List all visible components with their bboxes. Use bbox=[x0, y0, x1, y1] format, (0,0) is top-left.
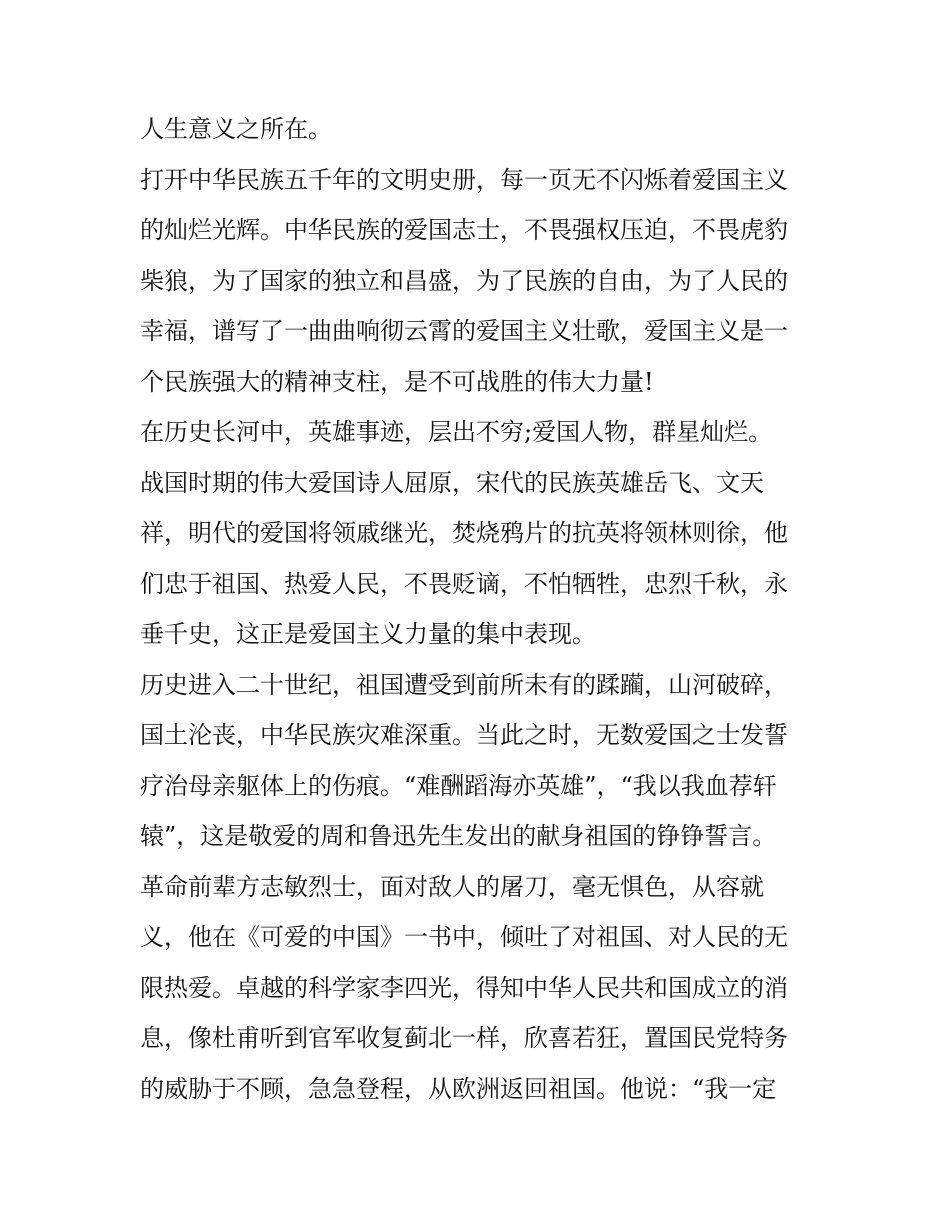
text-line-7: 在历史长河中，英雄事迹，层出不穷;爱国人物，群星灿烂。 bbox=[140, 418, 773, 446]
text-line-1: 人生意义之所在。 bbox=[140, 115, 332, 143]
text-line-5: 幸福，谱写了一曲曲响彻云霄的爱国主义壮歌，爱国主义是一 bbox=[140, 317, 788, 345]
text-line-15: 辕”，这是敬爱的周和鲁迅先生发出的献身祖国的铮铮誓言。 bbox=[140, 822, 777, 850]
body-text bbox=[140, 104, 812, 1114]
text-line-9: 祥，明代的爱国将领戚继光，焚烧鸦片的抗英将领林则徐，他 bbox=[140, 519, 788, 547]
text-line-12: 历史进入二十世纪，祖国遭受到前所未有的蹂躏，山河破碎， bbox=[140, 670, 788, 699]
text-line-11: 垂千史，这正是爱国主义力量的集中表现。 bbox=[140, 620, 596, 648]
text-line-20: 的威胁于不顾，急急登程，从欧洲返回祖国。他说：“我一定 bbox=[140, 1074, 777, 1103]
text-line-3: 的灿烂光辉。中华民族的爱国志士，不畏强权压迫，不畏虎豹 bbox=[140, 216, 788, 244]
text-line-14: 疗治母亲躯体上的伤痕。“难酬蹈海亦英雄”，“我以我血荐轩 bbox=[140, 771, 777, 800]
text-line-17: 义，他在《可爱的中国》一书中，倾吐了对祖国、对人民的无 bbox=[140, 923, 788, 951]
text-line-10: 们忠于祖国、热爱人民，不畏贬谪，不怕牺牲，忠烈千秋，永 bbox=[140, 569, 788, 598]
text-line-18: 限热爱。卓越的科学家李四光，得知中华人民共和国成立的消 bbox=[140, 973, 788, 1002]
text-line-13: 国土沦丧，中华民族灾难深重。当此之时，无数爱国之士发誓 bbox=[140, 721, 788, 749]
text-line-16: 革命前辈方志敏烈士，面对敌人的屠刀，毫无惧色，从容就 bbox=[140, 872, 764, 901]
text-line-6: 个民族强大的精神支柱，是不可战胜的伟大力量! bbox=[140, 367, 654, 396]
text-line-2: 打开中华民族五千年的文明史册，每一页无不闪烁着爱国主义 bbox=[140, 165, 788, 194]
text-line-4: 柴狼，为了国家的独立和昌盛，为了民族的自由，为了人民的 bbox=[140, 266, 788, 295]
text-line-19: 息，像杜甫听到官军收复蓟北一样，欣喜若狂，置国民党特务 bbox=[140, 1024, 788, 1052]
text-line-8: 战国时期的伟大爱国诗人屈原，宋代的民族英雄岳飞、文天 bbox=[140, 468, 764, 497]
